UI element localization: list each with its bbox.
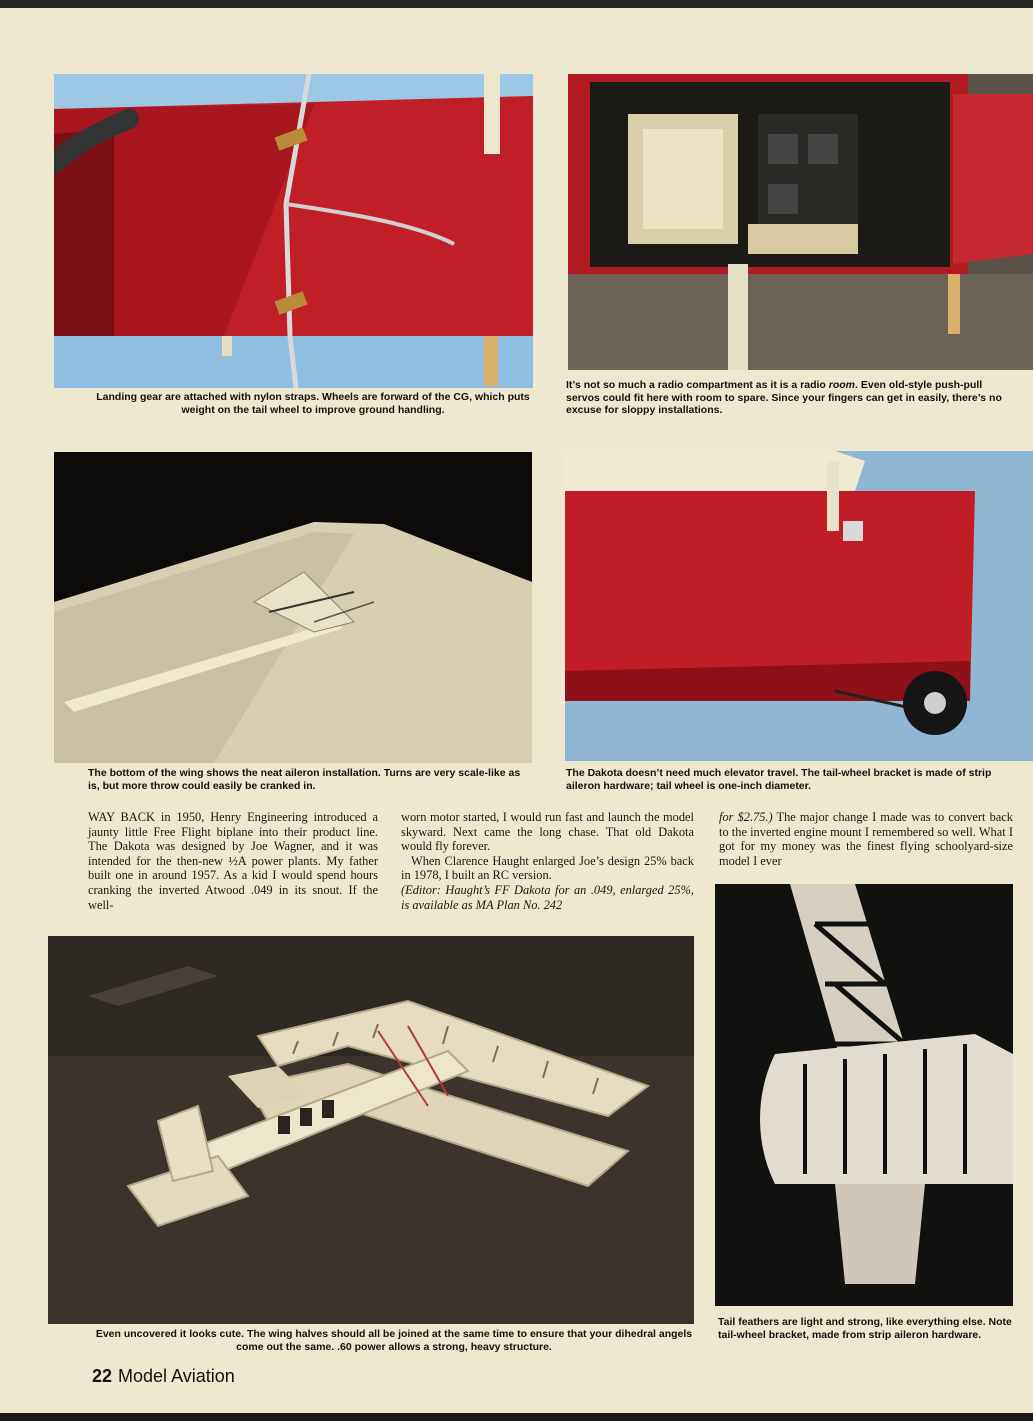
- article-column-2: [401, 810, 694, 912]
- page-bottom-edge: [0, 1413, 1033, 1421]
- caption-radio-part-a: It’s not so much a radio compartment as it is a radio: [566, 379, 829, 391]
- photo-landing-gear: [54, 74, 533, 388]
- article-col1-paragraph: WAY BACK in 1950, Henry Engineering introduced a jaunty little Free Flight biplane into their product line. The Dakota was designed by Joe Wagner, and it was intended for the then-new ½A power plants. My father built one in around 1957. As a kid I would spend hours cranking the inverted Atwood .049 in its snout. If the well-: [88, 810, 378, 912]
- page-top-edge: [0, 0, 1033, 8]
- photo-tail-feathers: [715, 884, 1013, 1306]
- article-col2-paragraph-1: worn motor started, I would run fast and launch the model skyward. Next came the long chase. That old Dakota would fly forever.: [401, 810, 694, 854]
- page-folio: [92, 1366, 235, 1387]
- photo-tail-wheel: [565, 451, 1033, 761]
- magazine-title: Model Aviation: [118, 1366, 235, 1386]
- caption-tail-feathers: Tail feathers are light and strong, like everything else. Note tail-wheel bracket, made from strip aileron hardware.: [718, 1316, 1012, 1341]
- article-column-1: [88, 810, 378, 912]
- caption-uncovered: Even uncovered it looks cute. The wing halves should all be joined at the same time to ensure that your dihedral angels come out the same. .60 power allows a strong, heavy structure.: [95, 1328, 693, 1353]
- article-col2-editor-note: (Editor: Haught’s FF Dakota for an .049, enlarged 25%, is available as MA Plan No. 242: [401, 882, 694, 912]
- caption-radio-room: room: [828, 379, 856, 391]
- article-col2-paragraph-2: When Clarence Haught enlarged Joe’s design 25% back in 1978, I built an RC version.: [401, 853, 694, 883]
- article-col3-editor-end: for $2.75.): [719, 810, 773, 824]
- photo-uncovered-biplane: [48, 936, 694, 1324]
- photo-wing-bottom: [54, 452, 532, 763]
- article-column-3: [719, 810, 1013, 868]
- article-col3-text: The major change I made was to convert back to the inverted engine mount I remembered so well. What I got for my money was the finest flying schoolyard-size model I ever: [719, 810, 1013, 868]
- caption-landing-gear: Landing gear are attached with nylon straps. Wheels are forward of the CG, which puts weight on the tail wheel to improve ground handling.: [96, 391, 530, 416]
- caption-radio-compartment: [566, 379, 1012, 417]
- photo-radio-compartment: [568, 74, 1033, 370]
- caption-tail-wheel: The Dakota doesn’t need much elevator travel. The tail-wheel bracket is made of strip aileron hardware; tail wheel is one-inch diameter.: [566, 767, 992, 792]
- caption-wing-bottom: The bottom of the wing shows the neat aileron installation. Turns are very scale-like as is, but more throw could easily be cranked in.: [88, 767, 521, 792]
- page-number: 22: [92, 1366, 113, 1386]
- caption-radio-part-b: . Even old-style push-pull servos could fit here with room to spare. Since your fingers can get in easily, there’s no excuse for sloppy installations.: [566, 379, 1002, 416]
